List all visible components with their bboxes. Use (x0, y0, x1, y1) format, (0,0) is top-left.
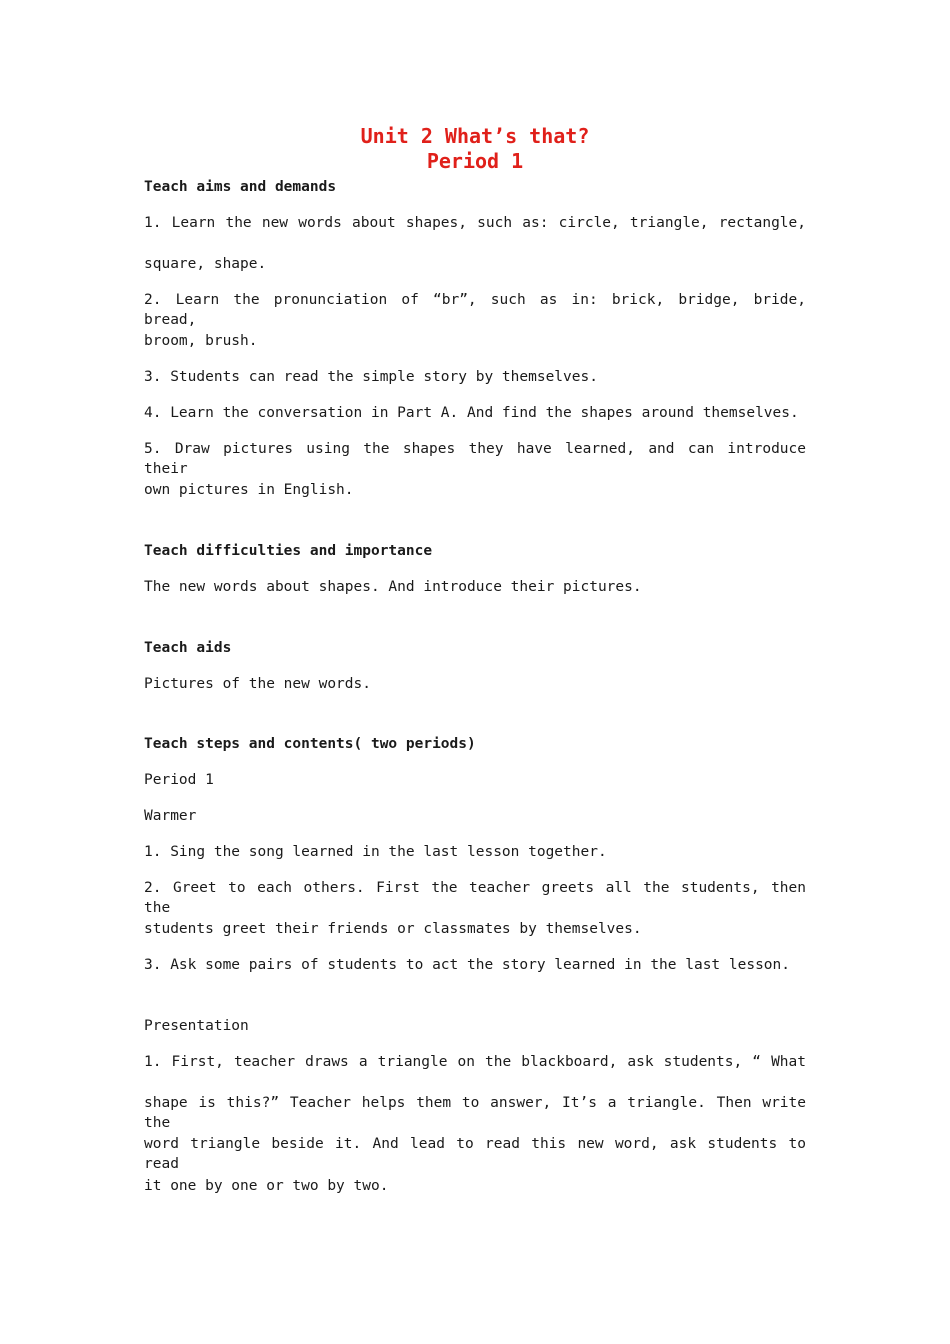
aims-item-1-line-2: square, shape. (144, 256, 267, 272)
aims-item-4: 4. Learn the conversation in Part A. And find the shapes around themselves. (144, 405, 799, 421)
aims-item-2-line-1: 2. Learn the pronunciation of “br”, such as in: brick, bridge, bride, bread, (144, 292, 806, 328)
document-title: Unit 2 What’s that? (360, 124, 590, 148)
steps-presentation-label: Presentation (144, 1018, 249, 1034)
presentation-item-1-line-4: it one by one or two by two. (144, 1178, 389, 1194)
aims-item-5-line-2: own pictures in English. (144, 482, 354, 498)
aims-item-1-line-1: 1. Learn the new words about shapes, such as: circle, triangle, rectangle, (144, 215, 806, 231)
section-heading-aids: Teach aids (144, 640, 232, 656)
section-heading-difficulties: Teach difficulties and importance (144, 543, 433, 559)
aids-text: Pictures of the new words. (144, 676, 371, 692)
warmer-item-1: 1. Sing the song learned in the last lesson together. (144, 844, 607, 860)
warmer-item-2-line-1: 2. Greet to each others. First the teacher greets all the students, then the (144, 880, 806, 916)
steps-period-label: Period 1 (144, 772, 214, 788)
presentation-item-1-line-3: word triangle beside it. And lead to read this new word, ask students to read (144, 1136, 806, 1172)
aims-item-5-line-1: 5. Draw pictures using the shapes they have learned, and can introduce their (144, 441, 806, 477)
section-heading-aims: Teach aims and demands (144, 179, 337, 195)
presentation-item-1-line-1: 1. First, teacher draws a triangle on the blackboard, ask students, “ What (144, 1054, 806, 1070)
section-heading-steps: Teach steps and contents( two periods) (144, 736, 476, 752)
aims-item-2-line-2: broom, brush. (144, 333, 258, 349)
difficulties-text: The new words about shapes. And introduce their pictures. (144, 579, 642, 595)
warmer-item-2-line-2: students greet their friends or classmates by themselves. (144, 921, 642, 937)
document-subtitle: Period 1 (426, 149, 524, 173)
aims-item-3: 3. Students can read the simple story by themselves. (144, 369, 598, 385)
steps-warmer-label: Warmer (144, 808, 197, 824)
warmer-item-3: 3. Ask some pairs of students to act the story learned in the last lesson. (144, 957, 791, 973)
presentation-item-1-line-2: shape is this?” Teacher helps them to answer, It’s a triangle. Then write the (144, 1095, 806, 1131)
